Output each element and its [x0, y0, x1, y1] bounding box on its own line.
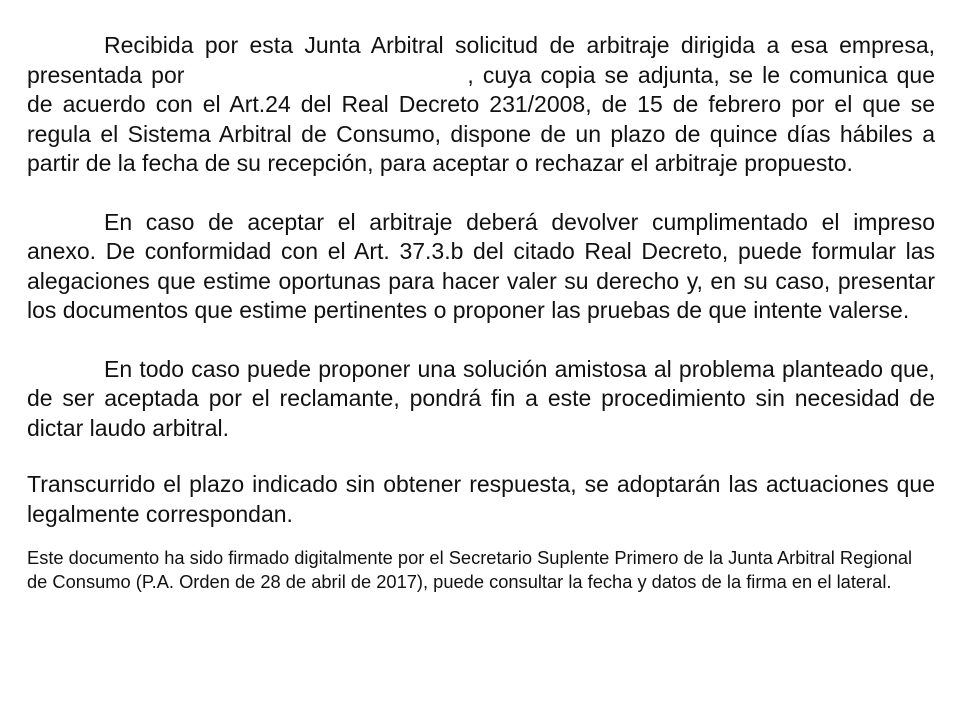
paragraph-solicitud-start: Recibida por esta Junta Arbitral solicitud de arbitraje dirigida a esa empresa, presentada por: [27, 32, 935, 88]
paragraph-plazo: Transcurrido el plazo indicado sin obtener respuesta, se adoptarán las actuaciones que legalmente correspondan.: [27, 471, 935, 527]
paragraph-solicitud-end: , cuya copia se adjunta, se le comunica que de acuerdo con el Art.24 del Real Decreto 231/2008, de 15 de febrero por el que se regula el Sistema Arbitral de Consumo, dispone de un plazo de quince días hábiles a partir de la fecha de su recepción, para aceptar o rechazar el arbitraje propuesto.: [27, 61, 935, 176]
paragraph-solicitud: [27, 31, 935, 179]
paragraph-solucion-amistosa: En todo caso puede proponer una solución amistosa al problema planteado que, de ser aceptada por el reclamante, pondrá fin a este procedimiento sin necesidad de dictar laudo arbitral.: [27, 355, 935, 441]
document-page: [27, 31, 935, 593]
digital-signature-note: Este documento ha sido firmado digitalmente por el Secretario Suplente Primero de la Junta Arbitral Regional de Consumo (P.A. Orden de 28 de abril de 2017), puede consultar la fecha y datos de la firma en el lateral.: [27, 547, 913, 592]
paragraph-aceptacion: En caso de aceptar el arbitraje deberá devolver cumplimentado el impreso anexo. De conformidad con el Art. 37.3.b del citado Real Decreto, puede formular las alegaciones que estime oportunas para hacer valer su derecho y, en su caso, presentar los documentos que estime pertinentes o proponer las pruebas de que intente valerse.: [27, 208, 935, 323]
